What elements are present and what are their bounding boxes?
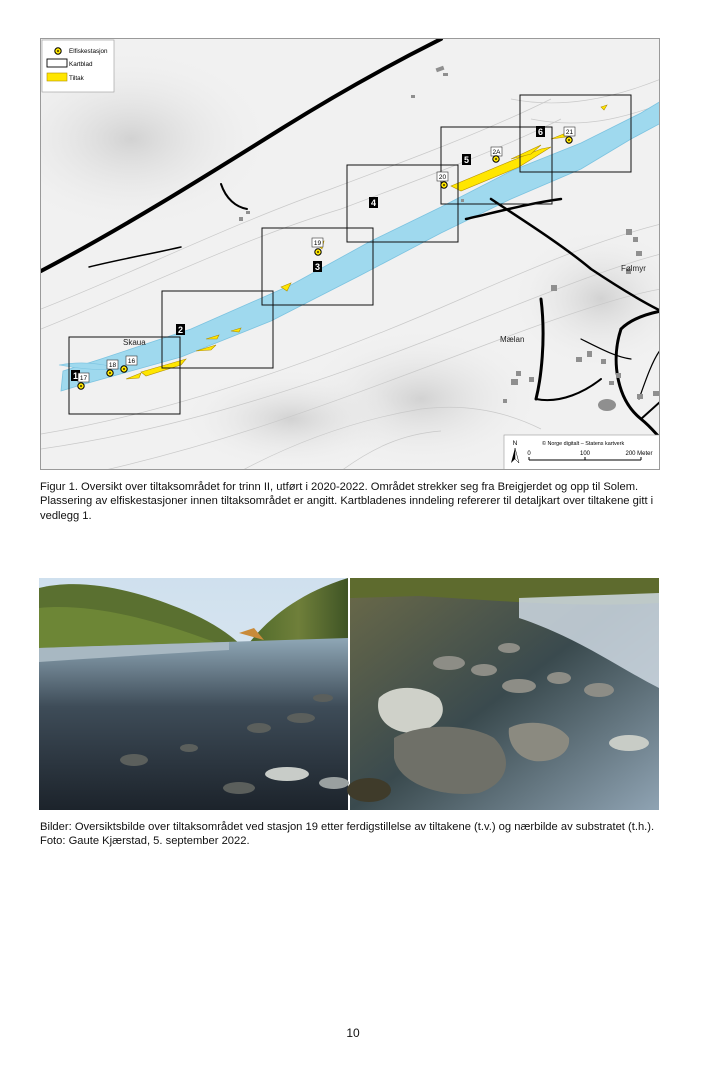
svg-text:19: 19 <box>313 240 322 247</box>
svg-text:20: 20 <box>438 174 447 181</box>
place-name-maelan: Mælan <box>500 335 525 344</box>
photo-panel <box>39 578 659 810</box>
place-name-folmyr: Følmyr <box>621 264 646 273</box>
scale-label-100: 100 <box>579 451 591 457</box>
map-legend <box>42 40 114 92</box>
overview-map <box>40 38 660 470</box>
figure-caption: Figur 1. Oversikt over tiltaksområdet for trinn II, utført i 2020-2022. Området strekker seg fra Breigjerdet og opp til Solem. Plassering av elfiskestasjoner innen tiltaksområdet er angitt. Kartbladenes inndeling refererer til detaljkart over tiltakene gitt i vedlegg 1. <box>40 481 654 522</box>
sheet-number-4: 4 <box>370 198 377 208</box>
photo-caption: Bilder: Oversiktsbilde over tiltaksområdet ved stasjon 19 etter ferdigstillelse av tiltakene (t.v.) og nærbilde av substratet (t.h.). Foto: Gaute Kjærstad, 5. september 2022. <box>40 821 655 848</box>
legend-measure: Tiltak <box>69 75 84 82</box>
scale-label-200: 200 Meter <box>625 451 653 457</box>
sheet-number-5: 5 <box>463 155 470 165</box>
sheet-number-2: 2 <box>177 325 184 335</box>
sheet-number-1: 1 <box>72 371 79 381</box>
sheet-number-3: 3 <box>314 262 321 272</box>
map-credit: © Norge digitalt – Statens kartverk <box>542 441 625 447</box>
substrate-photo <box>347 578 659 810</box>
north-label: N <box>512 440 518 447</box>
svg-text:2A: 2A <box>492 149 501 156</box>
scale-box <box>504 435 660 470</box>
legend-sheet: Kartblad <box>69 61 93 68</box>
sheet-number-6: 6 <box>537 127 544 137</box>
svg-text:16: 16 <box>127 358 136 365</box>
overview-photo <box>39 578 349 810</box>
svg-text:17: 17 <box>79 375 88 382</box>
page-number: 10 <box>346 1026 360 1040</box>
scale-label-0: 0 <box>527 451 531 457</box>
legend-station: Elfiskestasjon <box>69 48 108 55</box>
svg-text:21: 21 <box>565 129 574 136</box>
place-name-skaua: Skaua <box>123 338 146 347</box>
svg-text:18: 18 <box>108 362 117 369</box>
measure-legend-icon <box>47 73 67 81</box>
sheet-legend-icon <box>47 59 67 67</box>
